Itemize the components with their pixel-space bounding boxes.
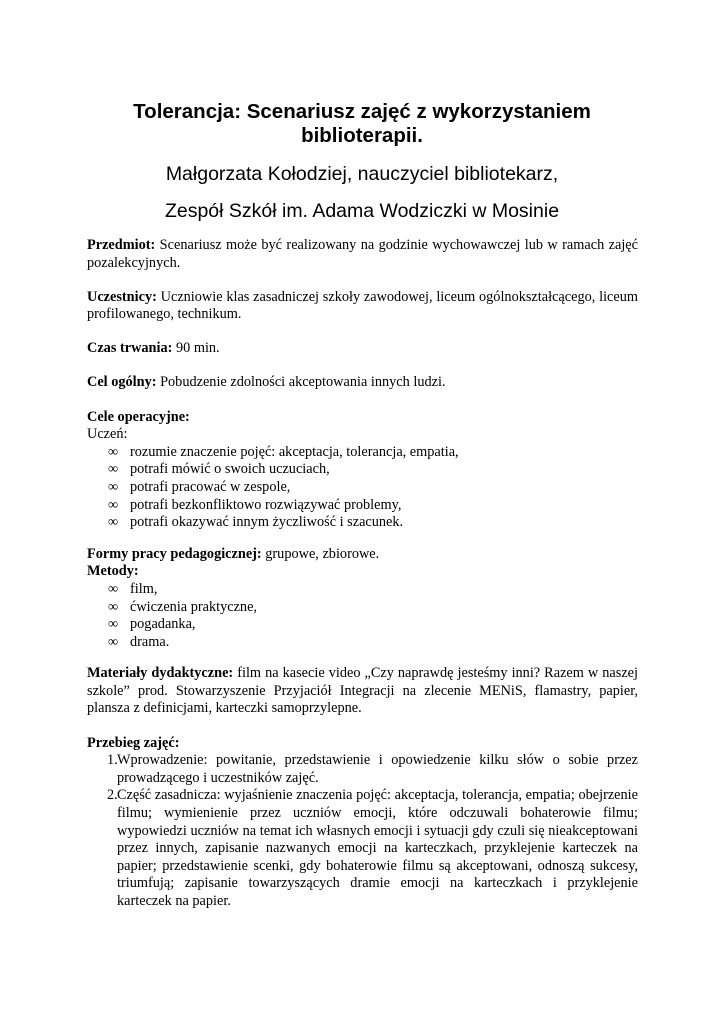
list-item: ∞ potrafi bezkonfliktowo rozwiązywać problemy, (108, 496, 402, 513)
przedmiot-text: Scenariusz może być realizowany na godzinie wychowawczej lub w ramach zajęć pozalekcyjnych. (87, 237, 638, 271)
infinity-bullet-icon: ∞ (108, 496, 119, 513)
section-formy (87, 546, 638, 564)
list-item: ∞ pogadanka, (108, 616, 196, 633)
document-title: Tolerancja: Scenariusz zajęć z wykorzystaniem biblioterapii. (133, 100, 591, 147)
metody-list (87, 581, 638, 651)
list-item: 2. Część zasadnicza: wyjaśnienie znaczenia pojęć: akceptacja, tolerancja, empatia; obejrzenie filmu; wymienienie przez uczniów emocji, które odczuwali bohaterowie filmu; wypowiedzi uczniów na temat ich własnych emocji i sytuacji gdy czuli się nieakceptowani przez innych, zapisanie nazwanych emocji na karteczkach, przyklejenie karteczek na papier; przedstawienie scenki, gdy bohaterowie filmu są akceptowani, odnoszą sukcesy, triumfują; zapisanie towarzyszących dramie emocji na karteczkach i przyklejenie karteczek na papier. (107, 787, 638, 909)
author-line: Małgorzata Kołodziej, nauczyciel bibliotekarz, (165, 163, 559, 185)
cel-text: Pobudzenie zdolności akceptowania innych ludzi. (156, 374, 446, 391)
list-item: ∞ potrafi mówić o swoich uczuciach, (108, 461, 330, 478)
infinity-bullet-icon: ∞ (108, 478, 119, 495)
section-cel (87, 374, 638, 392)
metody-label: Metody: (87, 563, 139, 580)
cele-list (87, 444, 638, 532)
infinity-bullet-icon: ∞ (108, 461, 119, 478)
cele-intro: Uczeń: (87, 426, 128, 443)
czas-label: Czas trwania: (87, 340, 173, 357)
uczestnicy-text: Uczniowie klas zasadniczej szkoły zawodowej, liceum ogólnokształcącego, liceum profilowanego, technikum. (87, 288, 638, 323)
list-item: ∞ drama. (108, 633, 170, 650)
section-przedmiot (87, 237, 638, 272)
list-item: ∞ film, (108, 580, 158, 597)
list-item: 1. Wprowadzenie: powitanie, przedstawienie i opowiedzenie kilku słów o sobie przez prowadzącego i uczestników zajęć. (107, 752, 638, 786)
infinity-bullet-icon: ∞ (108, 514, 119, 531)
infinity-bullet-icon: ∞ (108, 580, 119, 597)
infinity-bullet-icon: ∞ (108, 616, 119, 633)
przedmiot-label: Przedmiot: (87, 237, 156, 253)
czas-text: 90 min. (172, 340, 220, 357)
przebieg-list (87, 752, 638, 910)
section-czas (87, 340, 638, 358)
materialy-text: film na kasecie video „Czy naprawdę jesteśmy inni? Razem w naszej szkole” prod. Stowarzyszenie Przyjaciół Integracji na zlecenie MENiS, flamastry, papier, plansza z definicjami, karteczki samoprzylepne. (87, 665, 638, 717)
section-metody (87, 563, 638, 581)
materialy-label: Materiały dydaktyczne: (87, 665, 234, 682)
section-uczestnicy (87, 289, 638, 324)
section-cele-operacyjne (87, 409, 638, 427)
infinity-bullet-icon: ∞ (108, 598, 119, 615)
school-line: Zespół Szkół im. Adama Wodziczki w Mosinie (164, 200, 560, 222)
infinity-bullet-icon: ∞ (108, 633, 119, 650)
cel-label: Cel ogólny: (87, 374, 157, 391)
document-body (87, 237, 638, 911)
infinity-bullet-icon: ∞ (108, 443, 119, 460)
list-item: ∞ potrafi pracować w zespole, (108, 478, 291, 495)
list-item: ∞ ćwiczenia praktyczne, (108, 598, 258, 615)
list-item: ∞ potrafi okazywać innym życzliwość i szacunek. (108, 514, 404, 531)
formy-label: Formy pracy pedagogicznej: (87, 545, 262, 562)
uczestnicy-label: Uczestnicy: (87, 288, 157, 305)
list-item: ∞ rozumie znaczenie pojęć: akceptacja, tolerancja, empatia, (108, 443, 459, 460)
formy-text: grupowe, zbiorowe. (261, 545, 380, 562)
section-przebieg (87, 735, 638, 753)
section-materialy (87, 665, 638, 718)
cele-label: Cele operacyjne: (87, 408, 190, 425)
przebieg-label: Przebieg zajęć: (87, 734, 180, 751)
